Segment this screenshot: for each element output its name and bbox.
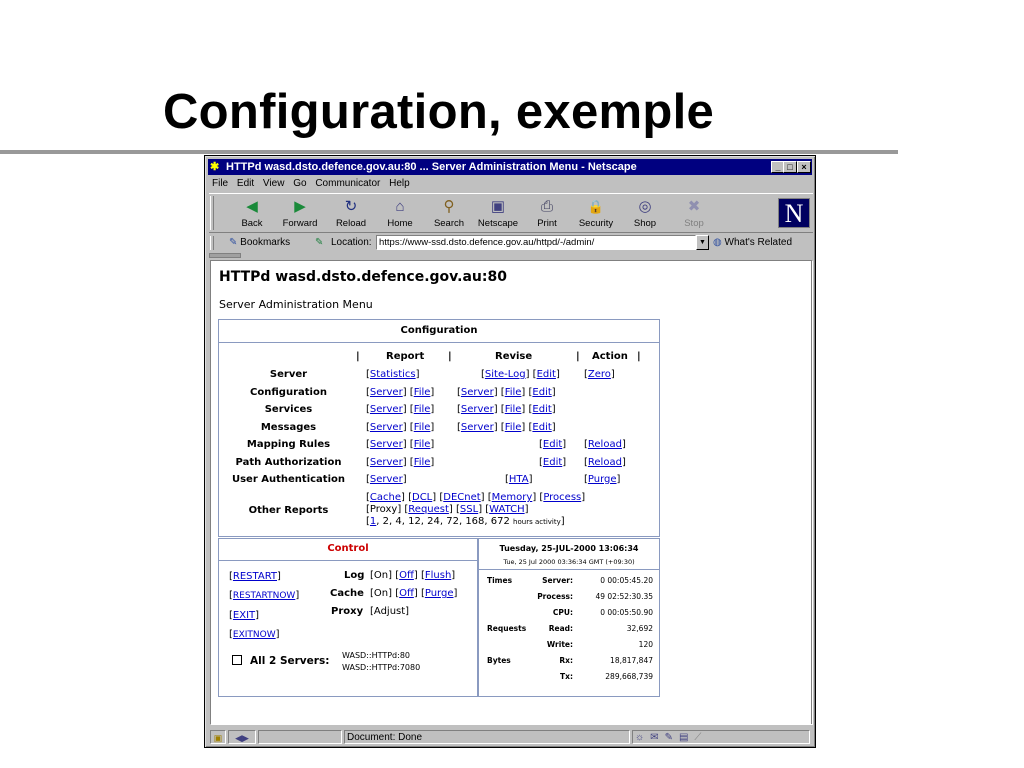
discussion-icon[interactable]: ✎ (664, 732, 679, 743)
other-reports-label: Other Reports (248, 505, 329, 516)
lock-status-icon: ▣ (213, 733, 223, 743)
revise-cell: [Server] [File] [Edit] (457, 387, 556, 398)
report-cell: [Server] [File] (366, 439, 435, 450)
log-state: [On] (370, 570, 393, 581)
print-label: Print (537, 218, 557, 229)
revise-cell: [Server] [File] [Edit] (457, 404, 556, 415)
window-titlebar[interactable] (208, 159, 812, 175)
connection-status-pane (228, 730, 256, 744)
stats-group: Requests (487, 624, 527, 633)
bookmarks-button[interactable] (229, 234, 290, 252)
component-bar (632, 730, 810, 744)
log-flush-link[interactable]: Flush (424, 570, 452, 581)
search-icon: ⚲ (443, 198, 455, 215)
location-bar (209, 234, 813, 252)
security-status-pane[interactable] (210, 730, 226, 744)
status-text-pane (344, 730, 630, 744)
shop-icon: ◎ (638, 198, 652, 215)
back-label: Back (241, 218, 263, 229)
report-cell: [Server] [File] (366, 422, 435, 433)
netscape-label: Netscape (477, 218, 519, 229)
edit-link[interactable]: Edit (532, 387, 552, 398)
menu-edit[interactable]: Edit (236, 178, 255, 189)
server-stats-panel (478, 538, 660, 697)
action-cell: [Purge] (584, 474, 621, 485)
exit-now-item: [EXITNOW] (229, 629, 280, 640)
stats-value: 289,668,739 (605, 672, 653, 681)
search-button[interactable] (424, 196, 474, 232)
cache-controls: [On] [Off] [Purge] (370, 588, 458, 599)
home-label: Home (387, 218, 413, 229)
all-servers-row (232, 655, 329, 667)
stop-icon: ✖ (687, 198, 701, 215)
report-cell: [Statistics] (366, 369, 420, 380)
progress-pane (258, 730, 342, 744)
exit-item: [EXIT] (229, 610, 260, 621)
menu-go[interactable]: Go (293, 178, 307, 189)
restart-now-link[interactable]: RESTARTNOW (232, 591, 296, 601)
statistics-link[interactable]: Statistics (369, 369, 416, 380)
bookmarks-label: Bookmarks (240, 237, 291, 248)
server-link[interactable]: Server (369, 387, 403, 398)
location-label: Location: (331, 237, 372, 248)
control-divider (219, 560, 477, 561)
back-arrow-icon: ◀ (246, 198, 258, 215)
header-report: Report (386, 351, 425, 362)
page-tab[interactable] (209, 253, 241, 258)
location-icon: ✎ (315, 237, 324, 248)
configuration-table (218, 319, 660, 537)
all-servers-label: All 2 Servers: (250, 655, 330, 667)
stats-value: 18,817,847 (610, 656, 653, 665)
activity-intervals[interactable]: , 2, 4, 12, 24, 72, 168, 672 (376, 516, 510, 527)
stats-value: 49 02:52:30.35 (595, 592, 653, 601)
edit-link[interactable]: Edit (532, 404, 552, 415)
whats-related-label: What's Related (724, 237, 793, 248)
request-link[interactable]: Request (408, 504, 449, 515)
menu-file[interactable]: File (212, 178, 229, 189)
app-icon: ✱ (210, 161, 220, 173)
netscape-icon: ▣ (490, 198, 506, 215)
server-link[interactable]: Server (369, 439, 403, 450)
proxy-label: Proxy (331, 606, 364, 617)
zero-link[interactable]: Zero (587, 369, 611, 380)
stats-group: Bytes (487, 656, 511, 665)
stats-key: Process: (537, 592, 573, 601)
cache-link[interactable]: Cache (369, 492, 402, 503)
stats-key: Tx: (560, 672, 573, 681)
site-log-link[interactable]: Site-Log (484, 369, 526, 380)
whats-related-button[interactable] (713, 234, 792, 252)
location-grip[interactable] (210, 236, 214, 250)
netscape-logo[interactable]: N (778, 198, 810, 228)
security-button[interactable] (571, 196, 621, 232)
browser-window (204, 155, 816, 748)
ssl-link[interactable]: SSL (459, 504, 479, 515)
server-link[interactable]: Server (460, 387, 494, 398)
cache-purge-link[interactable]: Purge (424, 588, 454, 599)
title-divider (0, 150, 898, 154)
file-link[interactable]: File (413, 387, 431, 398)
stats-key: CPU: (552, 608, 573, 617)
file-link[interactable]: File (413, 422, 431, 433)
page-heading: HTTPd wasd.dsto.defence.gov.au:80 (219, 269, 507, 285)
vertical-scrollbar[interactable] (811, 261, 812, 724)
stats-key: Write: (546, 640, 573, 649)
row-label: Server (269, 369, 308, 380)
server-name-2: WASD::HTTPd:7080 (342, 663, 421, 672)
server-link[interactable]: Server (369, 404, 403, 415)
action-cell: [Reload] (584, 439, 626, 450)
action-cell: [Zero] (584, 369, 615, 380)
whats-related-icon: ◍ (713, 237, 722, 248)
report-cell: [Server] [File] (366, 457, 435, 468)
report-cell: [Server] [File] (366, 387, 435, 398)
forward-button[interactable] (275, 196, 325, 232)
stats-key: Read: (548, 624, 573, 633)
revise-cell: [Site-Log] [Edit] (481, 369, 560, 380)
stats-divider (479, 569, 659, 570)
menu-help[interactable]: Help (389, 178, 410, 189)
reload-label: Reload (335, 218, 367, 229)
row-label: User Authentication (231, 474, 345, 485)
server-link[interactable]: Server (369, 474, 403, 485)
file-link[interactable]: File (504, 404, 522, 415)
decnet-link[interactable]: DECnet (443, 492, 481, 503)
forward-label: Forward (282, 218, 318, 229)
other-reports-line3: [1, 2, 4, 12, 24, 72, 168, 672 hours activity] (366, 516, 565, 527)
menu-communicator[interactable]: Communicator (315, 178, 381, 189)
security-lock-icon: 🔒 (587, 199, 605, 214)
stop-button[interactable] (669, 196, 719, 232)
back-button[interactable] (227, 196, 277, 232)
restart-link[interactable]: RESTART (232, 571, 278, 582)
proxy-adjust[interactable]: [Adjust] (370, 606, 410, 617)
url-input[interactable]: https://www-ssd.dsto.defence.gov.au/httpd/-/admin/ (376, 235, 696, 250)
cache-label: Cache (330, 588, 364, 599)
all-servers-checkbox[interactable] (232, 655, 242, 665)
home-icon: ⌂ (395, 198, 405, 215)
header-sep: | (576, 351, 580, 362)
reload-button[interactable] (326, 196, 376, 232)
page-content (210, 260, 813, 725)
revise-cell: [HTA] (505, 474, 533, 485)
edit-link[interactable]: Edit (542, 439, 563, 450)
slide-title: Configuration, exemple (163, 85, 715, 139)
edit-link[interactable]: Edit (532, 422, 552, 433)
stats-key: Server: (542, 576, 573, 585)
stats-group: Times (487, 576, 513, 585)
header-revise: Revise (495, 351, 533, 362)
header-sep: | (448, 351, 452, 362)
menu-bar (209, 176, 413, 192)
shop-button[interactable] (620, 196, 670, 232)
stats-value: 0 00:05:50.90 (600, 608, 653, 617)
other-reports-line1: [Cache] [DCL] [DECnet] [Memory] [Process] (366, 492, 586, 503)
status-bar (209, 729, 813, 745)
mail-icon[interactable]: ✉ (650, 732, 665, 743)
row-label: Messages (260, 422, 317, 433)
memory-link[interactable]: Memory (491, 492, 533, 503)
log-controls: [On] [Off] [Flush] (370, 570, 456, 581)
forward-arrow-icon: ▶ (294, 198, 306, 215)
file-link[interactable]: File (413, 439, 431, 450)
stats-value: 0 00:05:45.20 (600, 576, 653, 585)
revise-cell: [Edit] (539, 439, 567, 450)
restart-item: [RESTART] (229, 571, 281, 582)
netscape-button[interactable] (473, 196, 523, 232)
header-action: Action (592, 351, 628, 362)
header-sep: | (637, 351, 641, 362)
url-dropdown-icon[interactable]: ▼ (696, 235, 709, 250)
status-text: Document: Done (347, 732, 423, 743)
report-cell: [Server] [File] (366, 404, 435, 415)
header-sep: | (356, 351, 360, 362)
file-link[interactable]: File (413, 404, 431, 415)
print-button[interactable] (522, 196, 572, 232)
search-label: Search (433, 218, 465, 229)
server-link[interactable]: Server (460, 404, 494, 415)
process-link[interactable]: Process (543, 492, 582, 503)
watch-link[interactable]: WATCH (489, 504, 525, 515)
page-subheading: Server Administration Menu (219, 298, 373, 311)
menu-view[interactable]: View (262, 178, 285, 189)
log-label: Log (344, 570, 365, 581)
configuration-divider (219, 342, 659, 343)
minimize-button[interactable]: _ (771, 161, 785, 173)
bookmarks-icon: ✎ (229, 237, 238, 248)
restart-now-item: [RESTARTNOW] (229, 590, 300, 601)
stop-label: Stop (684, 218, 704, 229)
shop-label: Shop (633, 218, 657, 229)
tab-strip (209, 253, 813, 259)
cache-state: [On] (370, 588, 393, 599)
server-link[interactable]: Server (369, 457, 403, 468)
reload-icon: ↻ (344, 198, 358, 215)
security-label: Security (578, 218, 614, 229)
server-link[interactable]: Server (369, 422, 403, 433)
server-name-1: WASD::HTTPd:80 (342, 651, 410, 660)
action-cell: [Reload] (584, 457, 626, 468)
home-button[interactable] (375, 196, 425, 232)
reload-link[interactable]: Reload (587, 439, 622, 450)
purge-link[interactable]: Purge (587, 474, 617, 485)
navigator-icon[interactable]: ☼ (635, 732, 651, 743)
toolbar-grip[interactable] (210, 196, 214, 230)
window-title: HTTPd wasd.dsto.defence.gov.au:80 ... Server Administration Menu - Netscape (226, 161, 637, 173)
row-label: Configuration (250, 387, 327, 398)
dcl-link[interactable]: DCL (412, 492, 433, 503)
control-title: Control (327, 543, 369, 554)
connection-icon: ◀▶ (235, 733, 249, 743)
revise-cell: [Edit] (539, 457, 567, 468)
edit-link[interactable]: Edit (536, 369, 556, 380)
stats-key: Rx: (559, 656, 573, 665)
configuration-title: Configuration (400, 325, 478, 336)
print-icon: ⎙ (540, 198, 553, 215)
close-button[interactable]: × (797, 161, 811, 173)
activity-1-link[interactable]: 1 (369, 516, 377, 527)
activity-suffix: hours activity (513, 518, 561, 526)
row-label: Mapping Rules (246, 439, 331, 450)
edit-link[interactable]: Edit (542, 457, 563, 468)
file-link[interactable]: File (504, 387, 522, 398)
resize-grip-icon[interactable]: ⟋ (694, 732, 708, 743)
revise-cell: [Server] [File] [Edit] (457, 422, 556, 433)
stats-value: 120 (638, 640, 653, 649)
reload-link[interactable]: Reload (587, 457, 622, 468)
stats-gmt: Tue, 25 Jul 2000 03:36:34 GMT (+09:30) (503, 558, 635, 566)
report-cell: [Server] (366, 474, 407, 485)
maximize-button[interactable]: □ (783, 161, 797, 173)
exit-now-link[interactable]: EXITNOW (232, 630, 276, 640)
file-link[interactable]: File (504, 422, 522, 433)
navigation-toolbar (209, 193, 813, 233)
log-off-link[interactable]: Off (399, 570, 414, 581)
stats-date: Tuesday, 25-JUL-2000 13:06:34 (499, 544, 639, 553)
row-label: Path Authorization (235, 457, 342, 468)
composer-icon[interactable]: ▤ (678, 732, 695, 743)
hta-link[interactable]: HTA (508, 474, 529, 485)
file-link[interactable]: File (413, 457, 431, 468)
other-reports-line2: [Proxy] [Request] [SSL] [WATCH] (366, 504, 529, 515)
proxy-label: Proxy (369, 504, 398, 515)
control-panel (218, 538, 478, 697)
server-link[interactable]: Server (460, 422, 494, 433)
exit-link[interactable]: EXIT (232, 610, 256, 621)
cache-off-link[interactable]: Off (399, 588, 414, 599)
row-label: Services (264, 404, 313, 415)
stats-value: 32,692 (626, 624, 653, 633)
